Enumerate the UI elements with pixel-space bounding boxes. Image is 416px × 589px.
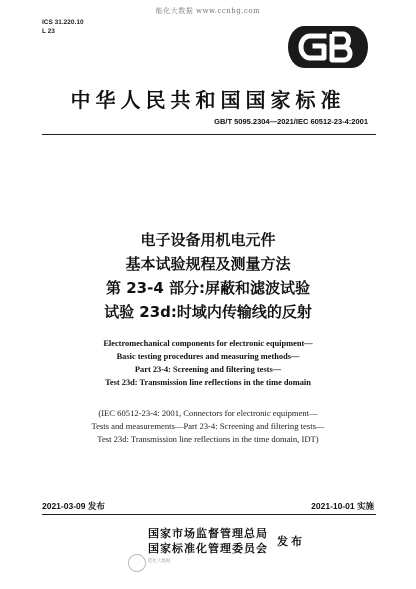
bottom-divider bbox=[42, 514, 376, 515]
title-en-line-4: Test 23d: Transmission line reflections in the time domain bbox=[105, 378, 311, 387]
stamp-caption: 能化大数据 bbox=[148, 558, 171, 563]
gb-logo-icon bbox=[286, 24, 370, 70]
issue-date: 2021-03-09 发布 bbox=[42, 501, 105, 511]
equivalence-line-1: (IEC 60512-23-4: 2001, Connectors for electronic equipment— bbox=[98, 408, 318, 418]
standard-number: GB/T 5095.2304—2021/IEC 60512-23-4:2001 bbox=[214, 117, 368, 126]
implementation-date: 2021-10-01 实施 bbox=[311, 501, 374, 511]
title-cn-line-2: 基本试验规程及测量方法 bbox=[125, 255, 291, 273]
issue-verb: 发布 bbox=[277, 535, 305, 548]
title-cn-line-3: 第 23-4 部分:屏蔽和滤波试验 bbox=[106, 279, 310, 297]
issuer-title: 中华人民共和国国家标准 bbox=[70, 88, 346, 112]
ics-code: ICS 31.220.10 bbox=[42, 19, 84, 26]
equivalence-line-3: Test 23d: Transmission line reflections in the time domain, IDT) bbox=[97, 434, 319, 444]
title-cn-line-1: 电子设备用机电元件 bbox=[140, 231, 276, 249]
title-cn-line-4: 试验 23d:时域内传输线的反射 bbox=[104, 303, 312, 321]
title-en-line-1: Electromechanical components for electronic equipment— bbox=[103, 339, 313, 348]
equivalence-line-2: Tests and measurements—Part 23-4: Screening and filtering tests— bbox=[91, 421, 325, 431]
ccs-code: L 23 bbox=[42, 28, 55, 35]
title-en-line-3: Part 23-4: Screening and filtering tests— bbox=[134, 365, 282, 374]
classification-block bbox=[42, 18, 84, 36]
authority-samr: 国家市场监督管理总局 bbox=[148, 527, 268, 540]
issuing-authorities bbox=[148, 526, 268, 556]
top-divider bbox=[42, 134, 376, 135]
watermark-text: 能化大数据 www.ccnhg.com bbox=[155, 7, 261, 15]
authority-sac: 国家标准化管理委员会 bbox=[148, 542, 268, 555]
stamp-icon bbox=[128, 554, 146, 572]
title-en-line-2: Basic testing procedures and measuring methods— bbox=[116, 352, 300, 361]
